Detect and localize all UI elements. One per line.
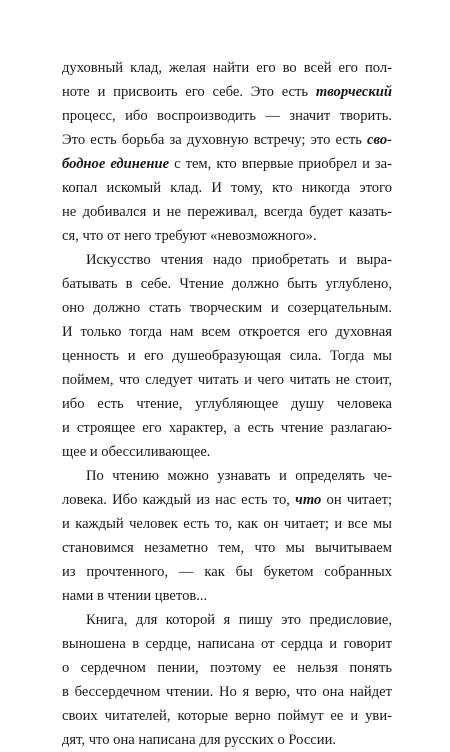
text-line [62, 560, 392, 584]
text-line [62, 392, 392, 416]
text-line [62, 632, 392, 656]
text-line [62, 536, 392, 560]
text-segment: не добивался и не переживал, всегда будет казать- [62, 204, 392, 220]
text-segment: своих читателей, которые верно поймут ее и уви- [62, 708, 392, 724]
text-line [62, 128, 392, 152]
paragraph [62, 56, 392, 248]
text-segment: копал искомый клад. И тому, кто никогда этого [62, 180, 392, 196]
text-segment: ибо есть чтение, углубляющее душу человека [62, 396, 392, 412]
text-line [62, 608, 392, 632]
text-segment: в бессердечном чтении. Но я верю, что она найдет [62, 684, 392, 700]
text-line [62, 704, 392, 728]
paragraph [62, 464, 392, 608]
text-segment: ся, что от него требуют «невозможного». [62, 228, 317, 244]
text-segment: По чтению можно узнавать и определять че- [86, 468, 392, 484]
text-line [62, 584, 392, 608]
text-segment: Книга, для которой я пишу это предисловие, [86, 612, 392, 628]
text-segment: становимся незаметно тем, что мы вычитываем [62, 540, 392, 556]
text-segment: выношена в сердце, написана от сердца и говорит [62, 636, 392, 652]
paragraph [62, 248, 392, 464]
text-segment: батывать в себе. Чтение должно быть углублено, [62, 276, 392, 292]
text-line [62, 344, 392, 368]
text-segment: нами в чтении цветов... [62, 588, 208, 604]
text-segment: дят, что она написана для русских о России. [62, 732, 337, 748]
text-segment: из прочтенного, — как бы букетом собранных [62, 564, 392, 580]
text-segment: он читает; [321, 492, 392, 508]
text-segment: духовный клад, желая найти его во всей его пол- [62, 60, 392, 76]
text-line [62, 512, 392, 536]
text-line [62, 416, 392, 440]
paragraph [62, 608, 392, 752]
text-segment: с тем, кто впервые приобрел и за- [169, 156, 392, 172]
text-segment: и строящее его характер, а есть чтение разлагаю- [62, 420, 392, 436]
emphasized-text: творческий [315, 84, 392, 100]
text-line [62, 368, 392, 392]
text-line [62, 272, 392, 296]
text-line [62, 464, 392, 488]
text-segment: щее и обессиливающее. [62, 444, 211, 460]
page-text [62, 56, 392, 752]
text-segment: Это есть борьба за духовную встречу; это есть [62, 132, 368, 148]
text-line [62, 80, 392, 104]
text-line [62, 296, 392, 320]
text-line [62, 488, 392, 512]
emphasized-text: что [295, 492, 322, 508]
text-segment: ноте и присвоить его себе. Это есть [62, 84, 316, 100]
emphasized-text: сво- [367, 132, 392, 148]
text-line [62, 104, 392, 128]
text-line [62, 200, 392, 224]
emphasized-text: бодное единение [62, 156, 170, 172]
text-line [62, 176, 392, 200]
text-line [62, 248, 392, 272]
text-segment: оно должно стать творческим и созерцательным. [62, 300, 392, 316]
text-segment: поймем, что следует читать и чего читать не стоит, [62, 372, 392, 388]
text-line [62, 440, 392, 464]
text-line [62, 56, 392, 80]
text-segment: ловека. Ибо каждый из нас есть то, [62, 492, 296, 508]
text-segment: ценность и его душеобразующая сила. Тогда мы [62, 348, 392, 364]
text-line [62, 680, 392, 704]
text-segment: о сердечном пении, поэтому ее нельзя понять [62, 660, 392, 676]
text-segment: Искусство чтения надо приобретать и выра- [86, 252, 392, 268]
text-line [62, 320, 392, 344]
text-line [62, 224, 392, 248]
text-segment: и каждый человек есть то, как он читает; и все мы [62, 516, 392, 532]
text-segment: процесс, ибо воспроизводить — значит творить. [62, 108, 392, 124]
text-line [62, 656, 392, 680]
text-segment: И только тогда нам всем откроется его духовная [62, 324, 392, 340]
text-line [62, 728, 392, 752]
text-line [62, 152, 392, 176]
